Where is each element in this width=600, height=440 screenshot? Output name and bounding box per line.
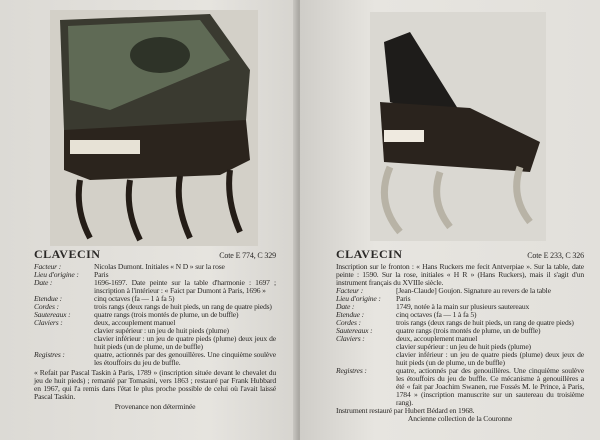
spec-row	[34, 351, 276, 367]
spec-value: clavier inférieur : un jeu de quatre pieds (plume) deux jeux de huit pieds (un de plume, un de buffle)	[396, 350, 584, 367]
spec-label: Date :	[34, 278, 53, 287]
spec-value: 1696-1697. Date peinte sur la table d'harmonie : 1697 ; inscription à l'intérieur : « Faict par Dumont à Paris, 1696 »	[94, 278, 276, 295]
spec-value: quatre, actionnés par des genouillères. Une cinquième soulève les étouffoirs du jeu de buffle. Ce mécanisme à genouillères a été « fait par Joachim Swanen, rue Fossés M. le Prince, à Paris, 1784 » (inscription manuscrite sur un sautereau du troisième rang).	[396, 366, 584, 407]
spec-label: Lieu d'origine :	[34, 270, 79, 279]
spec-row	[336, 351, 584, 367]
spec-label: Facteur :	[34, 262, 62, 271]
entry-header	[336, 248, 584, 261]
right-page	[300, 0, 600, 440]
entry-header	[34, 248, 276, 261]
spec-value: Nicolas Dumont. Initiales « N D » sur la rose	[94, 262, 225, 271]
spec-label: Claviers :	[34, 318, 63, 327]
entry-text	[336, 248, 584, 423]
spec-label: Etendue :	[336, 310, 364, 319]
inscription-intro: Inscription sur le fronton : « Hans Ruckers me fecit Antverpiae ». Sur la table, date peinte : 1590. Sur la rose, initiales « H R » (Hans Ruckers), mais il s'agit d'un instrument français du XVIIIe siècle.	[336, 262, 584, 287]
catalog-number: Cote E 233, C 326	[527, 251, 584, 260]
spec-label: Lieu d'origine :	[336, 294, 381, 303]
spec-label: Etendue :	[34, 294, 62, 303]
spec-label	[34, 327, 94, 335]
spec-value: trois rangs (deux rangs de huit pieds, un rang de quatre pieds)	[94, 302, 272, 311]
spec-label: Date :	[336, 302, 355, 311]
spec-label: Cordes :	[34, 302, 59, 311]
entry-title: CLAVECIN	[336, 247, 403, 261]
spec-value: cinq octaves (fa — 1 à fa 5)	[396, 310, 477, 319]
restoration-note: « Refait par Pascal Taskin à Paris, 1789 » (inscription située devant le chevalet du jeu de huit pieds) ; remanié par Tomasini, vers 1863 ; restauré par Frank Hubbard en 1967, qui l'a remis dans l'état le plus proche possible de celui où l'avait laissé Pascal Taskin.	[34, 368, 276, 401]
spec-label: Claviers :	[336, 334, 365, 343]
spec-list	[34, 263, 276, 367]
spec-label: Cordes :	[336, 318, 361, 327]
spec-label	[336, 343, 396, 351]
spec-label: Sautereaux :	[336, 326, 373, 335]
spec-value: [Jean-Claude] Goujon. Signature au revers de la table	[396, 286, 551, 295]
spec-row	[34, 335, 276, 351]
spec-row	[336, 367, 584, 407]
spec-value: quatre rangs (trois montés de plume, un de buffle)	[94, 310, 239, 319]
spec-label: Registres :	[336, 366, 367, 375]
harpsichord-photo-right	[370, 12, 546, 241]
entry-title: CLAVECIN	[34, 247, 101, 261]
restoration-note: Instrument restauré par Hubert Bédard en 1968.	[336, 406, 475, 415]
left-page	[0, 0, 298, 440]
spec-label: Sautereaux :	[34, 310, 71, 319]
spec-label	[336, 351, 396, 367]
spec-row	[34, 279, 276, 295]
spec-value: clavier supérieur : un jeu de huit pieds (plume)	[94, 326, 229, 335]
provenance: Ancienne collection de la Couronne	[407, 414, 513, 423]
spec-label: Registres :	[34, 350, 65, 359]
spec-value: cinq octaves (fa — 1 à fa 5)	[94, 294, 175, 303]
spec-value: deux, accouplement manuel	[94, 318, 176, 327]
spec-value: 1749, notée à la main sur plusieurs sautereaux	[396, 302, 530, 311]
catalog-number: Cote E 774, C 329	[219, 251, 276, 260]
spec-list	[336, 287, 584, 407]
provenance: Provenance non déterminée	[114, 402, 196, 411]
spec-label: Facteur :	[336, 286, 364, 295]
spec-value: deux, accouplement manuel	[396, 334, 478, 343]
spec-value: quatre rangs (trois montés de plume, un de buffle)	[396, 326, 541, 335]
harpsichord-photo-left	[50, 10, 258, 246]
spec-value: clavier supérieur : un jeu de huit pieds (plume)	[396, 342, 531, 351]
spec-value: quatre, actionnés par des genouillères. Une cinquième soulève les étouffoirs du jeu de buffle.	[94, 350, 276, 367]
spec-value: Paris	[396, 294, 411, 303]
spec-value: Paris	[94, 270, 109, 279]
spec-label	[34, 335, 94, 351]
entry-text	[34, 248, 276, 411]
spec-value: clavier inférieur : un jeu de quatre pieds (plume) deux jeux de huit pieds (un de plume, un de buffle)	[94, 334, 276, 351]
spec-value: trois rangs (deux rangs de huit pieds, un rang de quatre pieds)	[396, 318, 574, 327]
